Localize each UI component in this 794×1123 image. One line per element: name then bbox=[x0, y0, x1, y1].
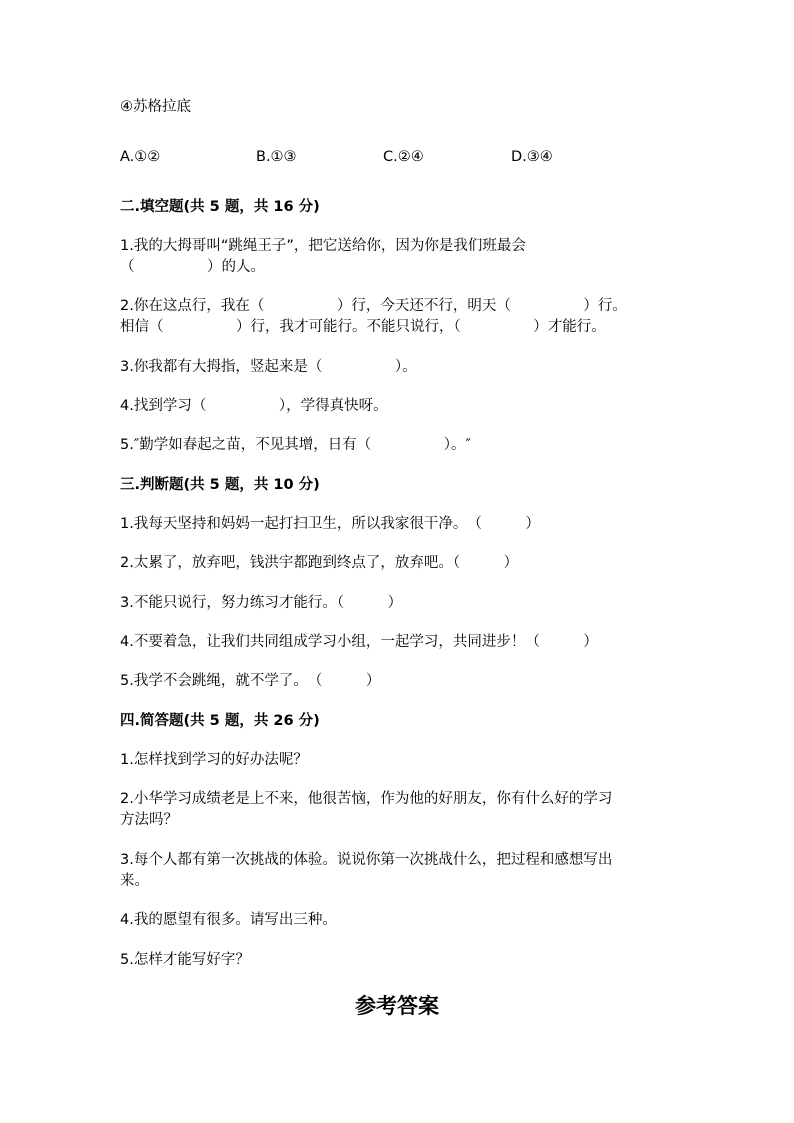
answer-key-title: 参考答案 bbox=[355, 993, 439, 1018]
fill-blank-item: 2.你在这点行，我在（ ）行，今天还不行，明天（ ）行。 bbox=[120, 298, 627, 314]
short-answer-item: 1.怎样找到学习的好办法呢？ bbox=[120, 752, 308, 768]
fill-blank-item: （ ）的人。 bbox=[120, 259, 265, 275]
question-option-4: ④苏格拉底 bbox=[120, 99, 191, 115]
short-answer-item: 2.小华学习成绩老是上不来，他很苦恼，作为他的好朋友，你有什么好的学习 bbox=[120, 791, 613, 807]
short-answer-item: 4.我的愿望有很多。请写出三种。 bbox=[120, 912, 337, 928]
true-false-item: 5.我学不会跳绳，就不学了。 （ ） bbox=[120, 673, 381, 689]
fill-blank-item: 3.你我都有大拇指，竖起来是（ ）。 bbox=[120, 359, 417, 375]
short-answer-item: 5.怎样才能写好字？ bbox=[120, 952, 250, 968]
short-answer-item: 方法吗？ bbox=[120, 812, 178, 828]
short-answer-item: 3.每个人都有第一次挑战的体验。说说你第一次挑战什么，把过程和感想写出 bbox=[120, 852, 613, 868]
short-answer-item: 来。 bbox=[120, 873, 149, 889]
section-heading-short-answer: 四.简答题(共 5 题，共 26 分) bbox=[120, 713, 320, 729]
choice-c: C.②④ bbox=[383, 149, 424, 165]
choice-b: B.①③ bbox=[256, 149, 297, 165]
true-false-item: 4.不要着急，让我们共同组成学习小组，一起学习，共同进步！（ ） bbox=[120, 634, 598, 650]
fill-blank-item: 相信（ ）行，我才可能行。不能只说行，（ ）才能行。 bbox=[120, 319, 606, 335]
section-heading-fill-blank: 二.填空题(共 5 题，共 16 分) bbox=[120, 199, 320, 215]
fill-blank-item: 4.找到学习（ ），学得真快呀。 bbox=[120, 398, 388, 414]
choice-a: A.①② bbox=[120, 149, 161, 165]
choice-d: D.③④ bbox=[511, 149, 553, 165]
true-false-item: 1.我每天坚持和妈妈一起打扫卫生，所以我家很干净。 （ ） bbox=[120, 516, 540, 532]
fill-blank-item: 1.我的大拇哥叫“跳绳王子”，把它送给你，因为你是我们班最会 bbox=[120, 238, 526, 254]
true-false-item: 3.不能只说行，努力练习才能行。（ ） bbox=[120, 595, 403, 611]
fill-blank-item: 5.″勤学如春起之苗，不见其增，日有（ ）。″ bbox=[120, 437, 471, 453]
true-false-item: 2.太累了，放弃吧，钱洪宇都跑到终点了，放弃吧。（ ） bbox=[120, 555, 519, 571]
section-heading-true-false: 三.判断题(共 5 题，共 10 分) bbox=[120, 477, 320, 493]
